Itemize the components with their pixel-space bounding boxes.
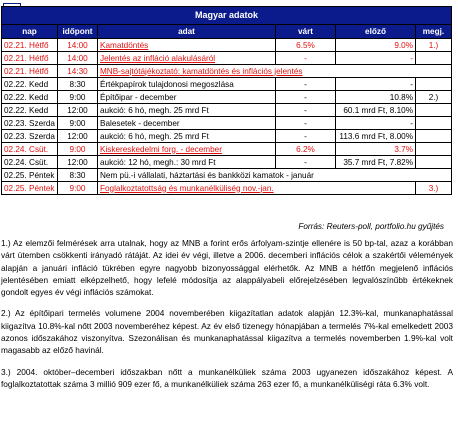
column-header-item: adat — [97, 25, 275, 39]
cell-note — [415, 143, 451, 156]
cell-time: 12:00 — [57, 156, 97, 169]
cell-expected: - — [275, 91, 335, 104]
cell-note — [415, 52, 451, 65]
cell-previous: - — [335, 78, 415, 91]
cell-previous: 60.1 mrd Ft, 8.10% — [335, 104, 415, 117]
cell-item: aukció: 6 hó, megh. 25 mrd Ft — [97, 130, 275, 143]
column-header-expected: várt — [275, 25, 335, 39]
cell-expected: 6.2% — [275, 143, 335, 156]
cell-time: 9:00 — [57, 182, 97, 195]
column-headers — [2, 25, 452, 39]
table-row — [2, 104, 452, 117]
cell-item: Balesetek - december — [97, 117, 275, 130]
cell-expected: - — [275, 52, 335, 65]
table-row — [2, 91, 452, 104]
cell-note — [415, 78, 451, 91]
table-row — [2, 65, 452, 78]
cell-day: 02.21. Hétfő — [2, 39, 58, 52]
cell-item: Építőipar - december — [97, 91, 275, 104]
cell-note — [415, 104, 451, 117]
cell-day: 02.25. Péntek — [2, 169, 58, 182]
cell-note: 2.) — [415, 91, 451, 104]
cell-item: Értékpapírok tulajdonosi megoszlása — [97, 78, 275, 91]
cell-time: 14:30 — [57, 65, 97, 78]
cell-item: Nem pü.-i vállalati, háztartási és bankközi kamatok - január — [97, 169, 451, 182]
column-header-day: nap — [2, 25, 58, 39]
cell-item: aukció: 6 hó, megh. 25 mrd Ft — [97, 104, 275, 117]
cell-time: 14:00 — [57, 39, 97, 52]
cell-item: aukció: 12 hó, megh.: 30 mrd Ft — [97, 156, 275, 169]
cell-expected: 6.5% — [275, 39, 335, 52]
note-paragraph-1: 1.) Az elemzői felmérések arra utalnak, hogy az MNB a forint erős árfolyam-szintje ellenére is 50 bp-tal, azaz a korábban várt ütemben csökkenti irányadó rátáját. Az idei év végi, illetve a 2006. decemberi inflációs célok a szakértői vélemények alapján a januári infláció tükrében egyre nagyobb bizonyossággal elérhetők. Az MNB a hétfőn megjelenő inflációs jelentésében emiatt elképzelhető, hogy lefelé módosítja az alappályabeli előrejelzésében legvalószínűbb értékeknek gondolt egyes év végi inflációs számokat. — [1, 238, 453, 298]
cell-time: 8:30 — [57, 169, 97, 182]
table-row — [2, 156, 452, 169]
cell-item: Kiskereskedelmi forg. - december — [97, 143, 275, 156]
cell-day: 02.21. Hétfő — [2, 52, 58, 65]
cell-note — [415, 117, 451, 130]
table-row — [2, 39, 452, 52]
cell-previous: 35.7 mrd Ft, 7.82% — [335, 156, 415, 169]
cell-note: 3.) — [415, 182, 451, 195]
cell-previous: - — [335, 52, 415, 65]
cell-time: 9:00 — [57, 117, 97, 130]
cell-day: 02.22. Kedd — [2, 78, 58, 91]
table-row — [2, 117, 452, 130]
cell-previous: 113.6 mrd Ft, 8.00% — [335, 130, 415, 143]
cell-item: Kamatdöntés — [97, 39, 275, 52]
cell-day: 02.25. Péntek — [2, 182, 58, 195]
cell-note — [415, 130, 451, 143]
calendar-table — [1, 6, 452, 195]
notes-section — [1, 237, 453, 399]
cell-item: Foglalkoztatottság és munkanélküliség nov.-jan. — [97, 182, 415, 195]
cell-previous: 10.8% — [335, 91, 415, 104]
cell-previous: - — [335, 117, 415, 130]
cell-expected: - — [275, 104, 335, 117]
cell-day: 02.24. Csüt. — [2, 143, 58, 156]
table-row — [2, 78, 452, 91]
column-header-note: megj. — [415, 25, 451, 39]
cell-day: 02.22. Kedd — [2, 104, 58, 117]
table-row — [2, 169, 452, 182]
cell-day: 02.24. Csüt. — [2, 156, 58, 169]
note-paragraph-3: 3.) 2004. október–decemberi időszakban nőtt a munkanélküliek száma 2003 ugyanezen időszakához képest. A foglalkoztatottak száma 3 millió 909 ezer fő, a munkanélküliek száma 263 ezer fő, a munkanélküliségi ráta 6.3% volt. — [1, 366, 453, 389]
table-row — [2, 143, 452, 156]
cell-day: 02.22. Kedd — [2, 91, 58, 104]
cell-time: 12:00 — [57, 104, 97, 117]
table-row — [2, 182, 452, 195]
cell-note — [415, 156, 451, 169]
cell-previous: 9.0% — [335, 39, 415, 52]
cell-previous: 3.7% — [335, 143, 415, 156]
cell-expected: - — [275, 78, 335, 91]
cell-expected: - — [275, 156, 335, 169]
cell-item: MNB-sajtótájékoztató: kamatdöntés és inflációs jelentés — [97, 65, 451, 78]
cell-expected: - — [275, 130, 335, 143]
table-title: Magyar adatok — [2, 7, 452, 25]
cell-time: 9:00 — [57, 143, 97, 156]
cell-day: 02.23. Szerda — [2, 117, 58, 130]
cell-item: Jelentés az infláció alakulásáról — [97, 52, 275, 65]
table-row — [2, 52, 452, 65]
cell-note: 1.) — [415, 39, 451, 52]
source-note: Forrás: Reuters-poll, portfolio.hu gyűjtés — [298, 222, 444, 231]
column-header-previous: előző — [335, 25, 415, 39]
cell-day: 02.23. Szerda — [2, 130, 58, 143]
note-paragraph-2: 2.) Az építőipari termelés volumene 2004 novemberében kiigazítatlan adatok alapján 12.3%-kal, munkanaphatással kiigazítva 10.8%-kal nőtt 2003 novemberéhez képest. Az év első tizenegy hónapjában a termelés 7%-kal emelkedett 2003 azonos időszakához viszonyítva. Szezonálisan és munkanaphatással kiigazítva a termelés novemberben 1.9%-kal volt magasabb az előző havinál. — [1, 308, 453, 356]
table-row — [2, 130, 452, 143]
cell-expected: - — [275, 117, 335, 130]
column-header-time: időpont — [57, 25, 97, 39]
cell-time: 8:30 — [57, 78, 97, 91]
cell-day: 02.21. Hétfő — [2, 65, 58, 78]
cell-time: 9:00 — [57, 91, 97, 104]
cell-time: 12:00 — [57, 130, 97, 143]
cell-time: 14:00 — [57, 52, 97, 65]
